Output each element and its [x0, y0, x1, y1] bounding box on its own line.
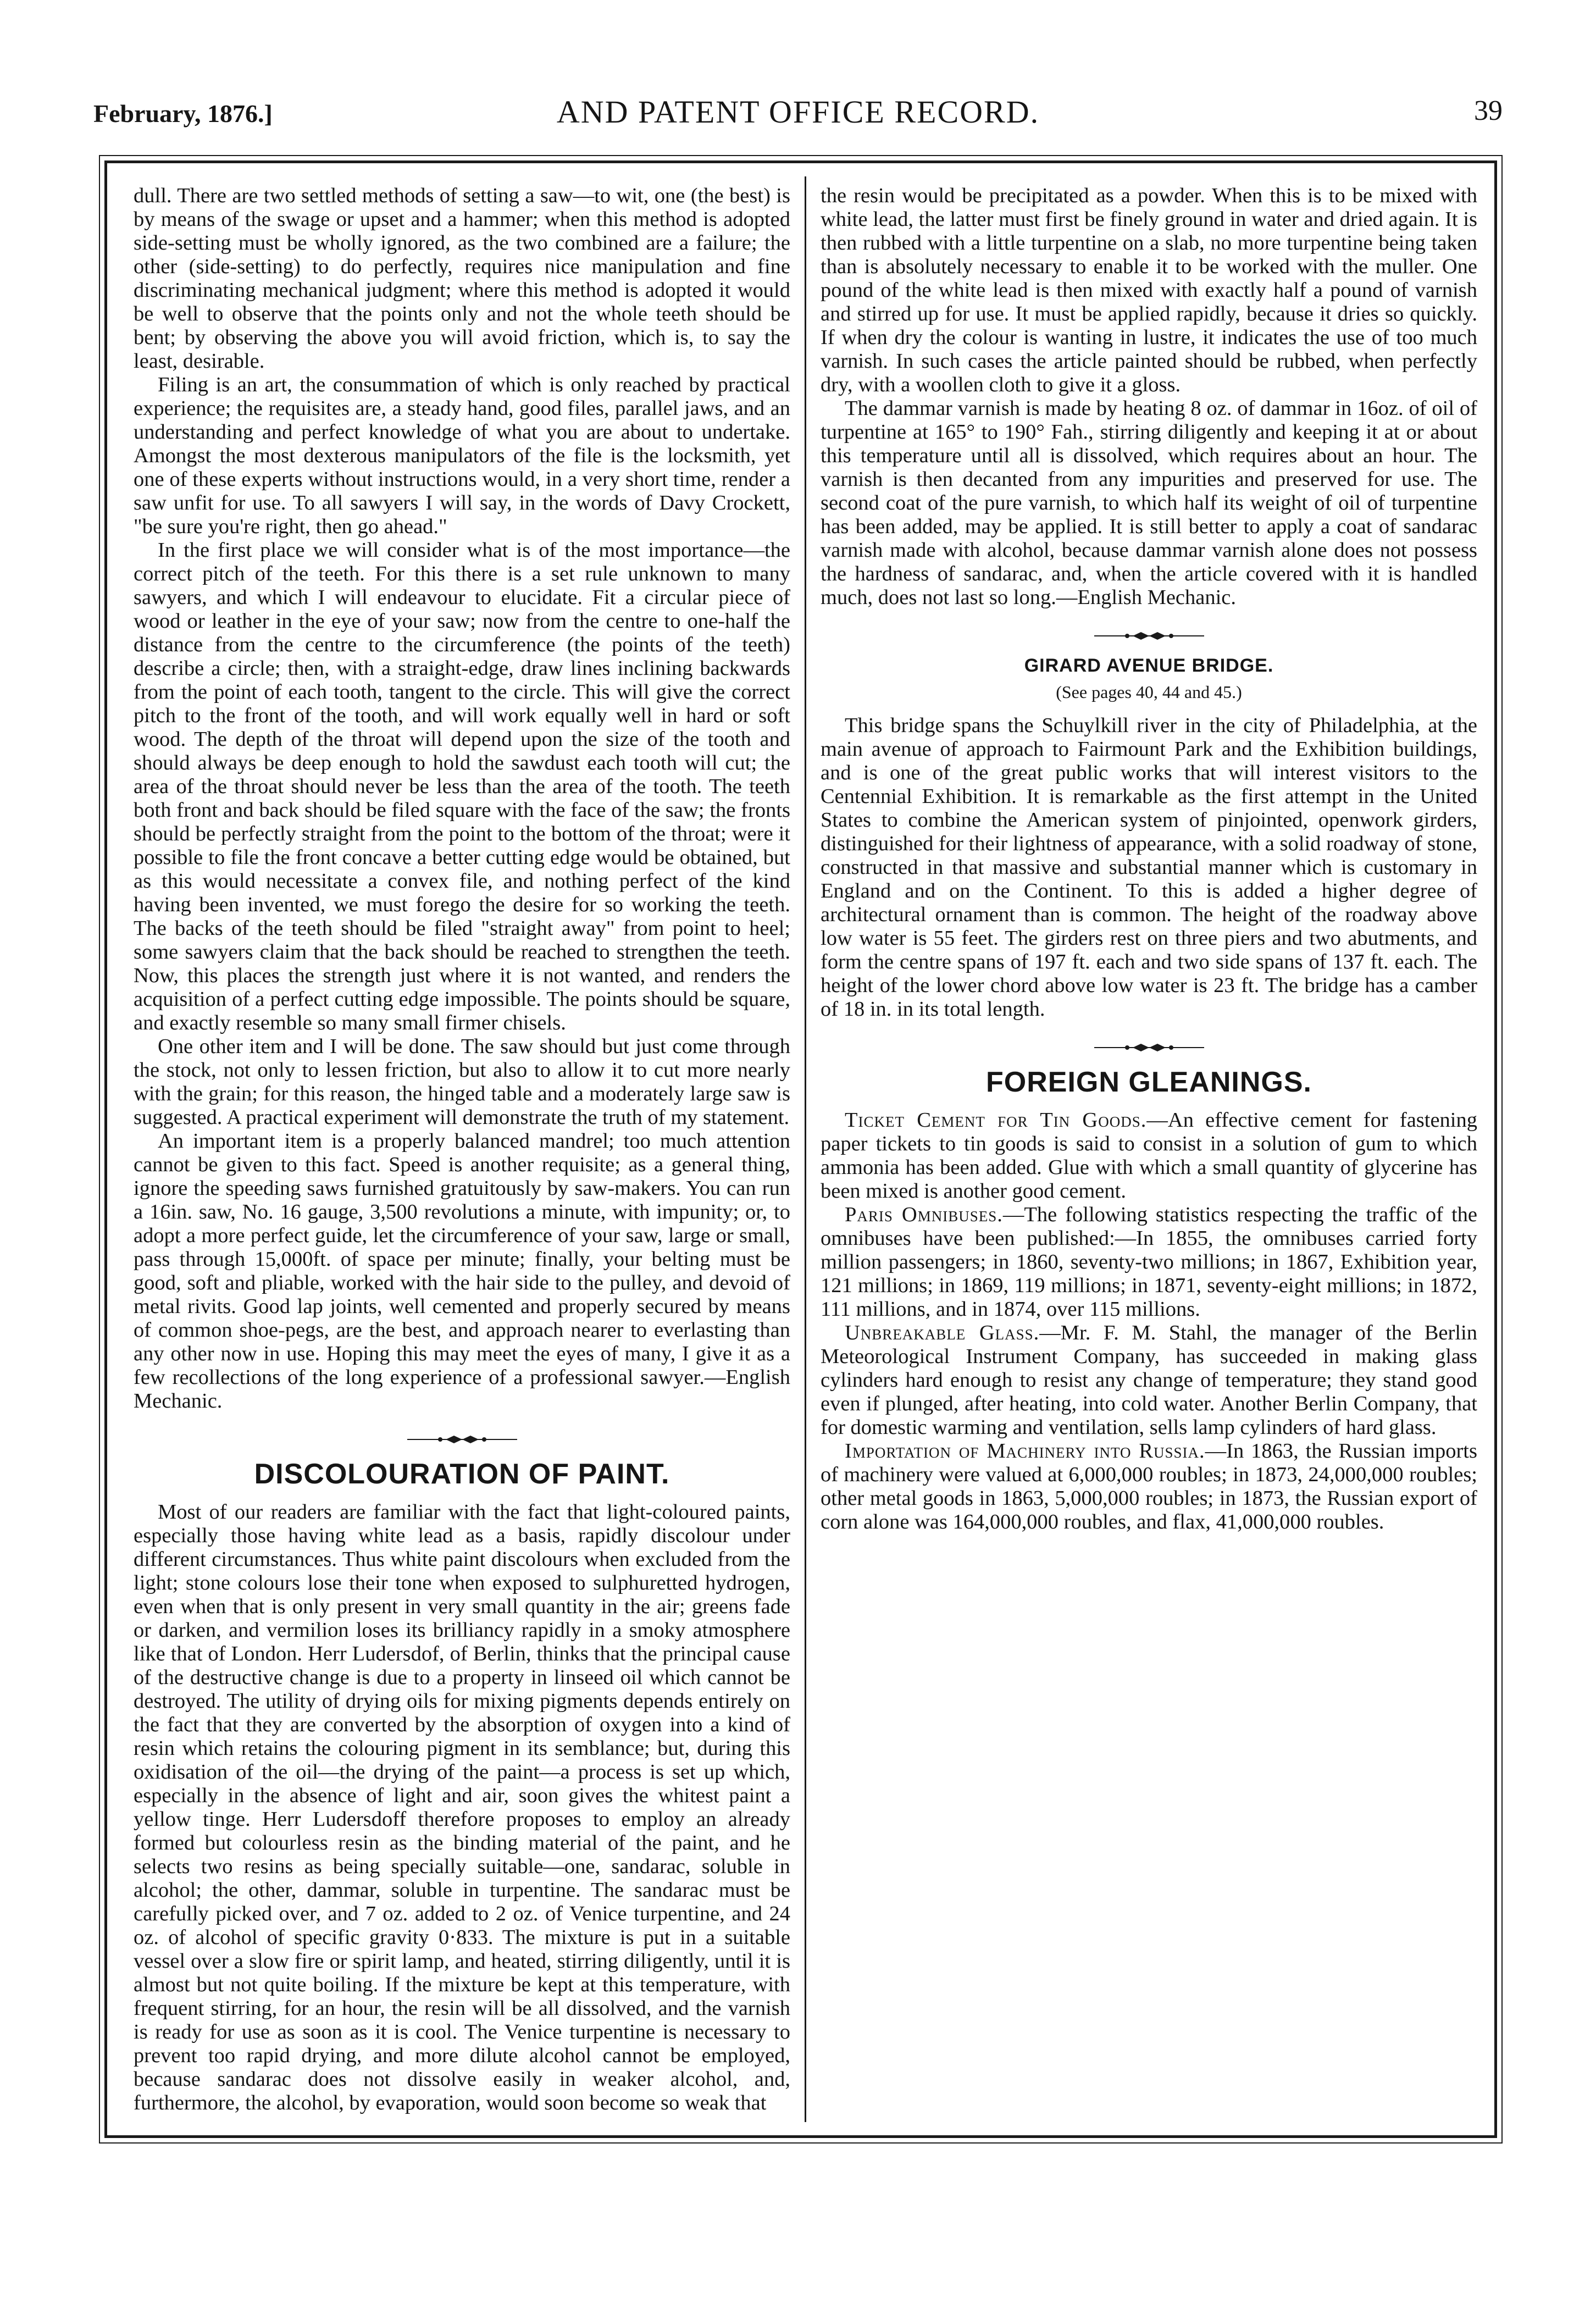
- girard-subheading: (See pages 40, 44 and 45.): [1056, 682, 1242, 702]
- right-flow: [821, 184, 1477, 397]
- gleaning-item: [821, 1321, 1477, 1439]
- gleaning-item: [821, 1203, 1477, 1321]
- saw-paragraph: An important item is a properly balanced mandrel; too much attention cannot be given to this fact. Speed is another requisite; as a general thing, ignore the speeding saws furnished gratuitously by saw-makers. You can run a 16in. saw, No. 16 gauge, 3,500 revolutions a minute, with impunity; or, to adopt a more perfect guide, let the circumference of your saw, large or small, pass through 15,000ft. of space per minute; finally, your belting must be good, soft and pliable, worked with the hair side to the pulley, and devoid of metal rivits. Good lap joints, well cemented and properly secured by means of common shoe-pegs, are the best, and approach nearer to everlasting than any other now in use. Hoping this may meet the eyes of many, I give it as a few recollections of the long experience of a professional sawyer.—English Mechanic.: [134, 1129, 790, 1413]
- section-ornament: [821, 623, 1477, 646]
- gleaning-item: [821, 1109, 1477, 1203]
- saw-paragraph: In the first place we will consider what is of the most importance—the correct pitch of the teeth. For this there is a set rule unknown to many sawyers, and which I will endeavour to elucidate. Fit a circular piece of wood or leather in the eye of your saw; now from the centre to one-half the distance from the centre to the circumference (the points of the teeth) describe a circle; then, with a straight-edge, draw lines inclining backwards from the point of each tooth, tangent to the circle. This will give the correct pitch to the front of the tooth, and will work equally well in hard or soft wood. The depth of the throat will depend upon the size of the tooth and should always be deep enough to hold the sawdust each tooth will cut; the area of the throat should never be less than the area of the tooth. The teeth both front and back should be filed square with the face of the saw; the fronts should be perfectly straight from the point to the bottom of the throat; were it possible to file the front concave a better cutting edge would be obtained, but as this would necessitate a convex file, and nothing perfect of the kind having been invented, we must forego the desire for so working the teeth. The backs of the teeth should be filed "straight away" from point to heel; some sawyers claim that the back should be reached to strengthen the teeth. Now, this places the strength just where it is not wanted, and renders the acquisition of a perfect cutting edge impossible. The points should be square, and exactly resemble so many small firmer chisels.: [134, 539, 790, 1034]
- discolouration-paragraph-2: The dammar varnish is made by heating 8 oz. of dammar in 16oz. of oil of turpentine at 165° to 190° Fah., stirring diligently and keeping it at or about this temperature until all is dissolved, which requires about an hour. The varnish is then decanted from any impurities and preserved for use. The second coat of the pure varnish, to which half its weight of oil of turpentine has been added, may be applied. It is still better to apply a coat of sandarac varnish made with alcohol, because dammar varnish alone does not possess the hardness of sandarac, and, when the article covered with it is handled much, does not last so long.—English Mechanic.: [821, 397, 1477, 609]
- gleaning-title: Unbreakable Glass.: [845, 1321, 1040, 1344]
- right-column: [821, 184, 1477, 2119]
- gleaning-item: [821, 1439, 1477, 1534]
- section-ornament: [134, 1426, 790, 1450]
- foreign-heading: FOREIGN GLEANINGS.: [986, 1066, 1312, 1098]
- discolouration-paragraph-1-continued: the resin would be precipitated as a powder. When this is to be mixed with white lead, the latter must first be finely ground in water and dried again. It is then rubbed with a little turpentine on a slab, no more turpentine being taken than is absolutely necessary to enable it to be worked with the muller. One pound of the white lead is then mixed with exactly half a pound of varnish and stirred up for use. It must be applied rapidly, because it dries so quickly. If when dry the colour is wanting in lustre, it indicates the use of too much varnish. In such cases the article painted should be rubbed, when perfectly dry, with a woollen cloth to give it a gloss.: [821, 184, 1477, 396]
- column-rule: [805, 176, 806, 2122]
- saw-paragraph: dull. There are two settled methods of setting a saw—to wit, one (the best) is by means of the swage or upset and a hammer; when this method is adopted side-setting must be wholly ignored, as the two combined are a failure; the other (side-setting) to do perfectly, requires nice manipulation and fine discriminating mechanical judgment; where this method is adopted it would be well to observe that the points only and not the whole teeth should be bent; by observing the above you will avoid friction, which is, to say the least, desirable.: [134, 184, 790, 373]
- girard-heading: GIRARD AVENUE BRIDGE.: [1024, 655, 1274, 676]
- gleaning-text: —In 1863, the Russian imports of machinery were valued at 6,000,000 roubles; in 1873, 24,000,000 roubles; other metal goods in 1863, 5,000,000 roubles; in 1873, the Russian export of corn alone was 164,000,000 roubles, and flax, 41,000,000 roubles.: [821, 1439, 1477, 1533]
- gleaning-title: Importation of Machinery into Russia.: [845, 1439, 1205, 1463]
- saw-paragraph: One other item and I will be done. The saw should but just come through the stock, not only to lessen friction, but also to allow it to cut more nearly with the grain; for this reason, the hinged table and a moderately large saw is suggested. A practical experiment will demonstrate the truth of my statement.: [134, 1035, 790, 1129]
- gleaning-text: —Mr. F. M. Stahl, the manager of the Berlin Meteorological Instrument Company, has succeeded in making glass cylinders hard enough to resist any change of temperature; they stand good even if plunged, after heating, into cold water. Another Berlin Company, that for domestic warming and ventilation, sells lamp cylinders of hard glass.: [821, 1321, 1477, 1439]
- discolouration-paragraph-1: Most of our readers are familiar with the fact that light-coloured paints, especially those having white lead as a basis, rapidly discolour under different circumstances. Thus white paint discolours when excluded from the light; stone colours lose their tone when exposed to sulphuretted hydrogen, even when that is only present in very small quantity in the air; greens fade or darken, and vermilion loses its brilliancy rapidly in a smoky atmosphere like that of London. Herr Ludersdof, of Berlin, thinks that the principal cause of the destructive change is due to a property in linseed oil which cannot be destroyed. The utility of drying oils for mixing pigments depends entirely on the fact that they are converted by the absorption of oxygen into a kind of resin which retains the colouring pigment in its semblance; but, during this oxidisation of the oil—the drying of the paint—a process is set up which, especially in the absence of light and air, soon gives the whitest paint a yellow tinge. Herr Ludersdoff therefore proposes to employ an already formed but colourless resin as the binding material of the paint, and he selects two resins as being specially suitable—one, sandarac, soluble in alcohol; the other, dammar, soluble in turpentine. The sandarac must be carefully picked over, and 7 oz. added to 2 oz. of Venice turpentine, and 24 oz. of alcohol of specific gravity 0·833. The mixture is put in a suitable vessel over a slow fire or spirit lamp, and heated, stirring diligently, until it is almost but not quite boiling. If the mixture be kept at this temperature, with frequent stirring, for an hour, the resin will be all dissolved, and the varnish is ready for use as soon as it is cool. The Venice turpentine is necessary to prevent too rapid drying, and more dilute alcohol cannot be employed, because sandarac does not dissolve easily in weaker alcohol, and, furthermore, the alcohol, by evaporation, would soon become so weak that: [134, 1500, 790, 2114]
- running-head: [93, 82, 1503, 137]
- ornament-rule-icon: [1094, 630, 1204, 641]
- gleaning-text: —An effective cement for fastening paper tickets to tin goods is said to consist in a solution of gum to which ammonia has been added. Glue with which a small quantity of glycerine has been mixed is another good cement.: [821, 1109, 1477, 1203]
- ornament-rule-icon: [1094, 1042, 1204, 1053]
- saw-paragraph: Filing is an art, the consummation of which is only reached by practical experience; the requisites are, a steady hand, good files, parallel jaws, and an understanding and perfect knowledge of what you are about to undertake. Amongst the most dexterous manipulators of the file is the locksmith, yet one of these experts without instructions would, in a very short time, render a saw unfit for use. To all sawyers I will say, in the words of Davy Crockett, "be sure you're right, then go ahead.": [134, 373, 790, 538]
- girard-paragraph: This bridge spans the Schuylkill river in the city of Philadelphia, at the main avenue of approach to Fairmount Park and the Exhibition buildings, and is one of the great public works that will interest visitors to the Centennial Exhibition. It is remarkable as the first attempt in the United States to combine the American system of pinjointed, openwork girders, distinguished for their lightness of appearance, with a solid roadway of stone, constructed in that massive and substantial manner which is customary in England and on the Continent. To this is added a higher degree of architectural ornament than is common. The height of the roadway above low water is 55 feet. The girders rest on three piers and two abutments, and form the centre spans of 197 ft. each and two side spans of 137 ft. each. The height of the lower chord above low water is 23 ft. The bridge has a camber of 18 in. in its total length.: [821, 714, 1477, 1021]
- section-ornament: [821, 1034, 1477, 1058]
- running-head-title: AND PATENT OFFICE RECORD.: [556, 94, 1040, 130]
- ornament-rule-icon: [407, 1434, 517, 1445]
- discolouration-heading: DISCOLOURATION OF PAINT.: [254, 1458, 670, 1490]
- running-head-date: February, 1876.]: [93, 99, 273, 128]
- gleaning-title: Ticket Cement for Tin Goods.: [845, 1109, 1147, 1132]
- gleaning-text: —The following statistics respecting the traffic of the omnibuses have been published:—In 1855, the omnibuses carried forty million passengers; in 1860, seventy-two millions; in 1867, Exhibition year, 121 millions; in 1869, 119 millions; in 1871, seventy-eight millions; in 1872, 111 millions, and in 1874, over 115 millions.: [821, 1203, 1477, 1321]
- gleaning-title: Paris Omnibuses.: [845, 1203, 1003, 1226]
- left-column: [134, 184, 790, 2119]
- page-number: 39: [1474, 95, 1503, 126]
- page-frame: [104, 160, 1497, 2138]
